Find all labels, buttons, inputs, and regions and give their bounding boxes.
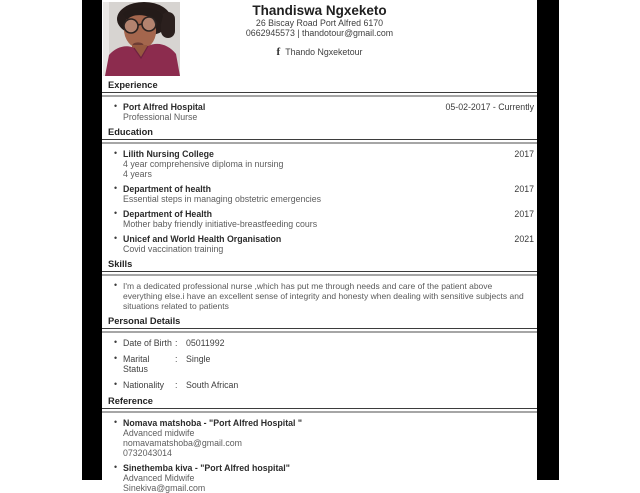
section-skills bbox=[102, 259, 537, 311]
cv-page bbox=[102, 0, 537, 493]
education-item-title: • Department of Health bbox=[123, 209, 212, 219]
personal-detail-label: • Date of Birth bbox=[123, 338, 172, 348]
education-item-date: 2021 bbox=[514, 234, 534, 244]
reference-item-role: Advanced midwife bbox=[123, 428, 195, 438]
education-item-title: • Lilith Nursing College bbox=[123, 149, 214, 159]
personal-detail-label: • Marital Status bbox=[123, 354, 150, 374]
reference-item-email: Sinekiva@gmail.com bbox=[123, 483, 206, 493]
personal-details-content bbox=[102, 333, 537, 390]
right-matte-bar bbox=[537, 0, 559, 480]
education-item-detail: Essential steps in managing obstetric emergencies bbox=[123, 194, 322, 204]
cv-header bbox=[102, 0, 537, 80]
section-education bbox=[102, 127, 537, 254]
facebook-handle: Thando Ngxeketour bbox=[285, 47, 363, 57]
personal-detail-label: • Nationality bbox=[123, 380, 165, 390]
education-item-detail: Covid vaccination training bbox=[123, 244, 224, 254]
personal-detail-value: South African bbox=[186, 380, 239, 390]
education-item-detail: 4 year comprehensive diploma in nursing bbox=[123, 159, 284, 169]
reference-item bbox=[114, 418, 534, 458]
education-item bbox=[114, 209, 534, 229]
experience-item-role: Professional Nurse bbox=[123, 112, 198, 122]
education-item-date: 2017 bbox=[514, 209, 534, 219]
phone-email-line: 0662945573 | thandotour@gmail.com bbox=[245, 28, 394, 38]
section-title-personal-details: Personal Details bbox=[102, 316, 537, 329]
reference-item-name: • Nomava matshoba - "Port Alfred Hospital " bbox=[123, 418, 303, 428]
address-line: 26 Biscay Road Port Alfred 6170 bbox=[255, 18, 384, 28]
education-item bbox=[114, 184, 534, 204]
reference-item-role: Advanced Midwife bbox=[123, 473, 195, 483]
education-item-detail: Mother baby friendly initiative-breastfeeding cours bbox=[123, 219, 318, 229]
section-reference bbox=[102, 396, 537, 493]
experience-content bbox=[102, 97, 537, 122]
personal-detail-colon: : bbox=[175, 380, 178, 390]
candidate-name: Thandiswa Ngxeketo bbox=[252, 3, 387, 18]
section-title-reference: Reference bbox=[102, 396, 537, 409]
skills-item bbox=[114, 281, 534, 311]
education-item-detail: 4 years bbox=[123, 169, 152, 179]
education-item-date: 2017 bbox=[514, 149, 534, 159]
left-matte-bar bbox=[82, 0, 102, 480]
reference-item-email: nomavamatshoba@gmail.com bbox=[123, 438, 242, 448]
personal-detail-value: 05011992 bbox=[186, 338, 225, 348]
reference-item bbox=[114, 463, 534, 493]
section-title-skills: Skills bbox=[102, 259, 537, 272]
personal-detail-row bbox=[114, 380, 534, 390]
section-personal-details bbox=[102, 316, 537, 390]
reference-item-phone: 0732043014 bbox=[123, 448, 172, 458]
section-title-experience: Experience bbox=[102, 80, 537, 93]
experience-item bbox=[114, 102, 534, 122]
reference-content bbox=[102, 413, 537, 493]
education-item-title: • Department of health bbox=[123, 184, 211, 194]
experience-item-title: • Port Alfred Hospital bbox=[123, 102, 206, 112]
section-title-education: Education bbox=[102, 127, 537, 140]
section-experience bbox=[102, 80, 537, 122]
personal-detail-colon: : bbox=[175, 338, 178, 348]
reference-item-name: • Sinethemba kiva - "Port Alfred hospital" bbox=[123, 463, 290, 473]
personal-detail-row bbox=[114, 354, 534, 374]
skills-description: • I'm a dedicated professional nurse ,which has put me through needs and care of the patient above everything else.i have an excellent sense of integrity and honesty when dealing with sensitive subjects and situations related to patients bbox=[123, 281, 524, 311]
personal-detail-value: Single bbox=[186, 354, 211, 364]
education-item-date: 2017 bbox=[514, 184, 534, 194]
education-item-title: • Unicef and World Health Organisation bbox=[123, 234, 282, 244]
education-item bbox=[114, 234, 534, 254]
education-content bbox=[102, 144, 537, 254]
facebook-icon: f bbox=[276, 46, 281, 58]
personal-detail-row bbox=[114, 338, 534, 348]
experience-item-date: 05-02-2017 - Currently bbox=[445, 102, 534, 112]
education-item bbox=[114, 149, 534, 179]
personal-detail-colon: : bbox=[175, 354, 178, 364]
skills-content bbox=[102, 276, 537, 311]
profile-photo bbox=[103, 2, 180, 76]
